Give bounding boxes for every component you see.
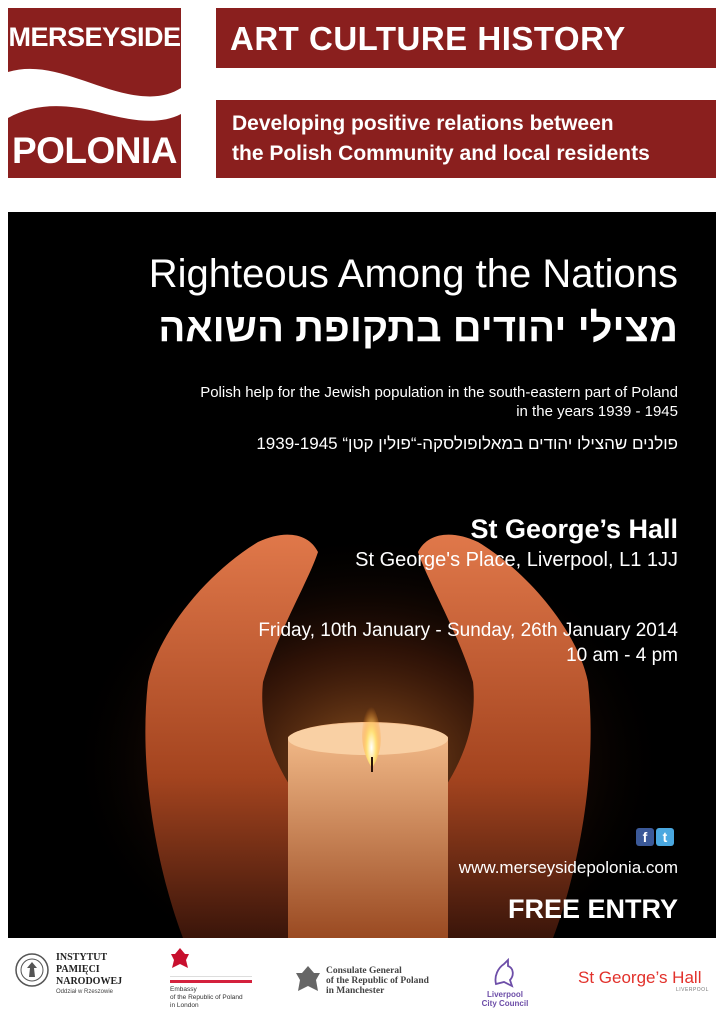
consulate-line1: Consulate General (326, 966, 402, 976)
consulate-eagle-icon (294, 964, 322, 994)
subtitle-line2: in the years 1939 - 1945 (516, 403, 678, 420)
venue-name: St George’s Hall (470, 514, 678, 544)
ipn-emblem-icon (14, 952, 50, 988)
free-entry-label: FREE ENTRY (507, 894, 678, 924)
consulate-line3: in Manchester (326, 986, 385, 996)
twitter-icon[interactable]: t (656, 828, 674, 846)
merseyside-polonia-logo (8, 8, 181, 178)
liverpool-line2: City Council (481, 999, 529, 1008)
ipn-branch: Oddział w Rzeszowie (56, 989, 114, 995)
banner-title (216, 8, 716, 68)
polish-eagle-icon (170, 946, 190, 972)
logo-line2: POLONIA (11, 130, 178, 171)
st-georges-hall-logo: St George’s Hall (578, 968, 702, 987)
ipn-name (56, 952, 122, 988)
ipn-line1: INSTYTUT (56, 952, 108, 963)
sponsor-footer (0, 938, 724, 1024)
venue-address: St George's Place, Liverpool, L1 1JJ (355, 549, 678, 571)
embassy-name (170, 986, 243, 1010)
event-dates: Friday, 10th January - Sunday, 26th January 2014 (258, 620, 678, 641)
banner-subtitle (216, 100, 716, 178)
consulate-name (326, 966, 429, 996)
title-english: Righteous Among the Nations (148, 252, 678, 296)
logo-line1: MERSEYSIDE (8, 22, 181, 52)
event-poster (8, 212, 716, 938)
facebook-icon[interactable]: f (636, 828, 654, 846)
embassy-line3: in London (170, 1002, 199, 1009)
liverpool-council-name (480, 990, 530, 1008)
title-hebrew: מצילי יהודים בתקופת השואה (158, 306, 678, 350)
ipn-line3: NARODOWEJ (56, 976, 123, 987)
event-hours: 10 am - 4 pm (566, 645, 678, 666)
embassy-line1: Embassy (170, 986, 197, 993)
subtitle-line1: Polish help for the Jewish population in the south-eastern part of Poland (200, 384, 678, 401)
liverpool-line1: Liverpool (486, 990, 523, 999)
liver-bird-icon (490, 958, 518, 988)
embassy-line2: of the Republic of Poland (170, 994, 243, 1001)
polish-flag-stripe (170, 976, 252, 983)
banner-subtitle-line1: Developing positive relations between (232, 112, 614, 135)
website-link[interactable]: www.merseysidepolonia.com (458, 858, 678, 877)
subtitle-hebrew: פולנים שהצילו יהודים במאלופולסקה-“פולין קטן“ 1939-1945 (256, 434, 678, 453)
banner-subtitle-line2: the Polish Community and local residents (232, 142, 650, 165)
st-georges-hall-sub: LIVERPOOL (676, 987, 709, 993)
ipn-line2: PAMIĘCI (56, 964, 100, 975)
consulate-line2: of the Republic of Poland (326, 976, 429, 986)
banner-title-text: ART CULTURE HISTORY (230, 20, 626, 57)
